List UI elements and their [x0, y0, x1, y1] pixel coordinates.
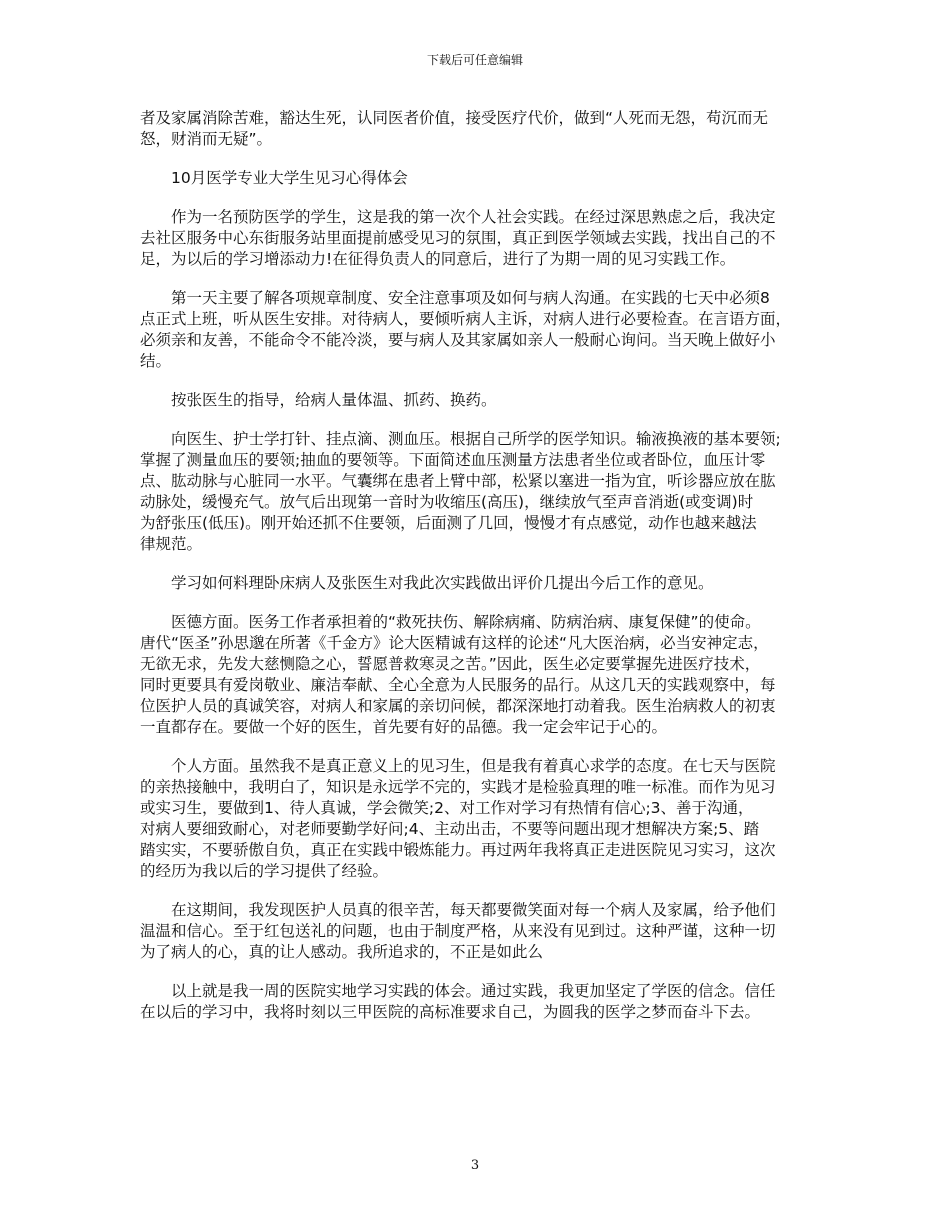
text-line: 位医护人员的真诚笑容，对病人和家属的亲切问候，都深深地打动着我。医生治病救人的初衷 [140, 697, 776, 715]
text-line: 在以后的学习中，我将时刻以三甲医院的高标准要求自己，为圆我的医学之梦而奋斗下去。 [140, 1003, 761, 1021]
page-header: 下载后可任意编辑 [426, 53, 523, 67]
paragraph [140, 168, 812, 189]
paragraph [140, 573, 812, 594]
text-line: 以上就是我一周的医院实地学习实践的体会。通过实践，我更加坚定了学医的信念。信任 [140, 982, 776, 1000]
text-line: 无欲无求，先发大慈恻隐之心，誓愿普救寒灵之苦。”因此，医生必定要掌握先进医疗技术， [140, 655, 761, 673]
text-line: 作为一名预防医学的学生，这是我的第一次个人社会实践。在经过深思熟虑之后，我决定 [140, 208, 776, 226]
text-line: 向医生、护士学打针、挂点滴、测血压。根据自己所学的医学知识。输液换液的基本要领; [140, 430, 781, 448]
paragraph [140, 900, 812, 963]
text-line: 点正式上班，听从医生安排。对待病人，要倾听病人主诉，对病人进行必要检查。在言语方面， [140, 310, 792, 328]
text-line: 同时更要具有爱岗敬业、廉洁奉献、全心全意为人民服务的品行。从这几天的实践观察中，每 [140, 676, 776, 694]
text-line: 怒，财消而无疑”。 [140, 130, 273, 148]
text-line: 医德方面。医务工作者承担着的“救死扶伤、解除病痛、防病治病、康复保健”的使命。 [140, 613, 761, 631]
page-number: 3 [470, 1158, 480, 1173]
text-line: 踏实实，不要骄傲自负，真正在实践中锻炼能力。再过两年我将真正走进医院见习实习，这次 [140, 841, 776, 859]
text-line: 的亲热接触中，我明白了，知识是永远学不完的，实践才是检验真理的唯一标准。而作为见习 [140, 778, 776, 796]
text-line: 必须亲和友善，不能命令不能冷淡，要与病人及其家属如亲人一般耐心询问。当天晚上做好小 [140, 331, 776, 349]
text-line: 的经历为我以后的学习提供了经验。 [140, 862, 389, 880]
paragraph [140, 981, 812, 1023]
text-line: 唐代“医圣”孙思邈在所著《千金方》论大医精诚有这样的论述“凡大医治病，必当安神定志， [140, 634, 769, 652]
paragraph [140, 288, 812, 372]
text-line: 为舒张压(低压)。刚开始还抓不住要领，后面测了几回，慢慢才有点感觉，动作也越来越法 [140, 514, 757, 532]
text-line: 动脉处，缓慢充气。放气后出现第一音时为收缩压(高压)，继续放气至声音消逝(或变调)时 [140, 493, 754, 511]
paragraph [140, 756, 812, 882]
text-line: 个人方面。虽然我不是真正意义上的见习生，但是我有着真心求学的态度。在七天与医院 [140, 757, 776, 775]
text-line: 在这期间，我发现医护人员真的很辛苦，每天都要微笑面对每一个病人及家属，给予他们 [140, 901, 776, 919]
text-line: 为了病人的心，真的让人感动。我所追求的，不正是如此么 [140, 943, 544, 961]
text-line: 第一天主要了解各项规章制度、安全注意事项及如何与病人沟通。在实践的七天中必须8 [140, 289, 770, 307]
paragraph [140, 108, 812, 150]
text-line: 足，为以后的学习增添动力!在征得负责人的同意后，进行了为期一周的见习实践工作。 [140, 250, 736, 268]
text-line: 点、肱动脉与心脏同一水平。气囊绑在患者上臂中部，松紧以塞进一指为宜，听诊器应放在肱 [140, 472, 776, 490]
text-line: 掌握了测量血压的要领;抽血的要领等。下面简述血压测量方法患者坐位或者卧位，血压计零 [140, 451, 766, 469]
text-line: 结。 [140, 352, 172, 370]
paragraph [140, 207, 812, 270]
text-line: 者及家属消除苦难，豁达生死，认同医者价值，接受医疗代价，做到“人死而无怨，苟沉而无 [140, 109, 769, 127]
paragraph [140, 612, 812, 738]
text-line: 一直都存在。要做一个好的医生，首先要有好的品德。我一定会牢记于心的。 [140, 718, 668, 736]
text-line: 按张医生的指导，给病人量体温、抓药、换药。 [140, 391, 497, 409]
text-line: 或实习生，要做到1、待人真诚，学会微笑;2、对工作对学习有热情有信心;3、善于沟通， [140, 799, 754, 817]
paragraph [140, 429, 812, 555]
paragraph [140, 390, 812, 411]
text-line: 律规范。 [140, 535, 203, 553]
text-line: 10月医学专业大学生见习心得体会 [140, 169, 408, 187]
text-line: 学习如何料理卧床病人及张医生对我此次实践做出评价几提出今后工作的意见。 [140, 574, 714, 592]
text-line: 温温和信心。至于红包送礼的问题，也由于制度严格，从来没有见到过。这种严谨，这种一切 [140, 922, 776, 940]
text-line: 对病人要细致耐心，对老师要勤学好问;4、主动出击，不要等问题出现才想解决方案;5、踏 [140, 820, 760, 838]
text-line: 去社区服务中心东街服务站里面提前感受见习的氛围，真正到医学领域去实践，找出自己的不 [140, 229, 776, 247]
document-body [140, 108, 812, 1041]
